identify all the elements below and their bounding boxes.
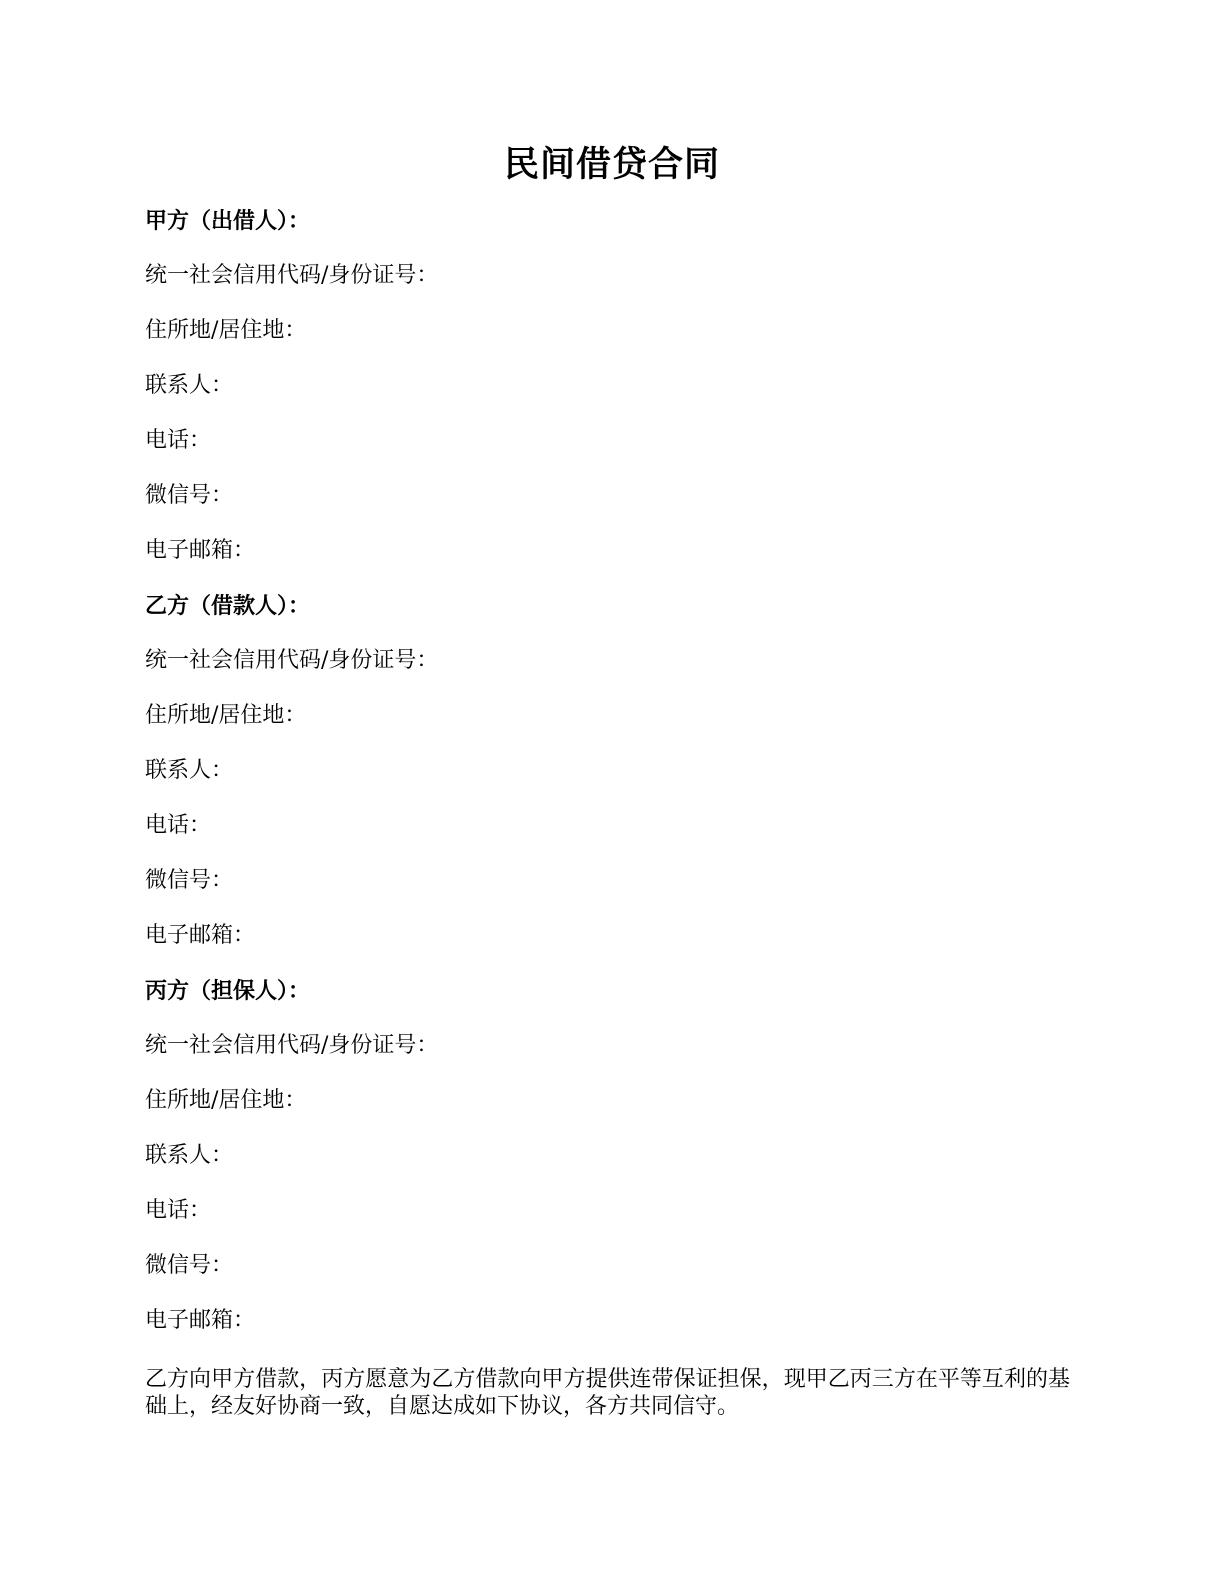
party-c-section (145, 975, 1080, 1360)
party-a-id-field: 统一社会信用代码/身份证号： (145, 263, 439, 288)
party-a-email-field: 电子邮箱： (145, 538, 256, 563)
document-title: 民间借贷合同 (503, 144, 720, 185)
party-b-email-field: 电子邮箱： (145, 923, 256, 948)
party-b-section (145, 590, 1080, 975)
party-c-email-field: 电子邮箱： (145, 1308, 256, 1333)
party-c-wechat-field: 微信号： (145, 1253, 234, 1278)
document-body (145, 205, 1080, 1420)
party-a-contact-field: 联系人： (145, 373, 234, 398)
party-b-id-field: 统一社会信用代码/身份证号： (145, 648, 439, 673)
party-c-id-field: 统一社会信用代码/身份证号： (145, 1033, 439, 1058)
party-a-phone-field: 电话： (145, 428, 212, 453)
party-b-wechat-field: 微信号： (145, 868, 234, 893)
party-b-heading: 乙方（借款人）： (145, 593, 311, 619)
party-c-phone-field: 电话： (145, 1198, 212, 1223)
party-b-contact-field: 联系人： (145, 758, 234, 783)
party-b-phone-field: 电话： (145, 813, 212, 838)
party-c-address-field: 住所地/居住地： (145, 1088, 307, 1113)
party-a-wechat-field: 微信号： (145, 483, 234, 508)
party-a-section (145, 205, 1080, 590)
party-a-heading: 甲方（出借人）： (145, 208, 311, 234)
party-c-heading: 丙方（担保人）： (145, 978, 311, 1004)
party-b-address-field: 住所地/居住地： (145, 703, 307, 728)
preamble-paragraph: 乙方向甲方借款，丙方愿意为乙方借款向甲方提供连带保证担保，现甲乙丙三方在平等互利的基础上，经友好协商一致，自愿达成如下协议，各方共同信守。 (145, 1367, 1070, 1419)
party-a-address-field: 住所地/居住地： (145, 318, 307, 343)
party-c-contact-field: 联系人： (145, 1143, 234, 1168)
